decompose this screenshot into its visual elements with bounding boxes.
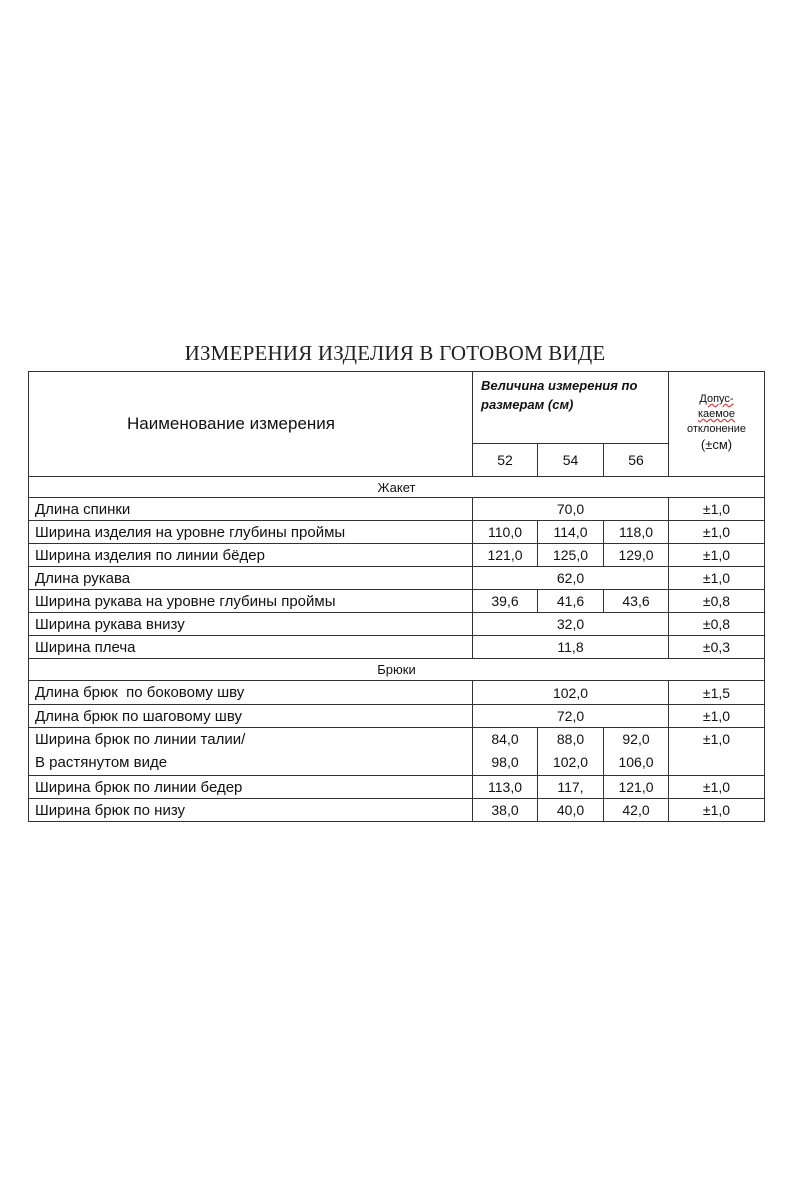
table-row [29,544,765,567]
table-row [29,567,765,590]
row-name: Длина брюк по боковому шву [29,681,473,705]
row-tolerance: ±1,0 [669,498,765,521]
row-name: Длина брюк по шаговому шву [29,705,473,728]
row-value-52: 39,6 [473,590,538,613]
row-tolerance: ±0,8 [669,590,765,613]
section-label-jacket: Жакет [29,477,765,498]
size-52: 52 [473,444,538,477]
row-tolerance: ±1,5 [669,681,765,705]
table-row [29,799,765,822]
row-name: Ширина рукава на уровне глубины проймы [29,590,473,613]
row-tolerance: ±1,0 [669,705,765,728]
row-value-56: 129,0 [604,544,669,567]
row-name-two-line: Ширина брюк по линии талии/ В растянутом виде [29,728,473,776]
row-value-52: 38,0 [473,799,538,822]
header-row [29,372,765,444]
row-value-52: 84,0 98,0 [473,728,538,776]
row-value-52: 121,0 [473,544,538,567]
measurements-table [28,371,765,822]
table-row [29,613,765,636]
row-value-56: 43,6 [604,590,669,613]
row-name: Ширина изделия по линии бёдер [29,544,473,567]
table-row [29,705,765,728]
row-name: Ширина плеча [29,636,473,659]
row-tolerance: ±1,0 [669,544,765,567]
row-value-54: 40,0 [538,799,604,822]
row-value-56: 118,0 [604,521,669,544]
row-name: Ширина брюк по линии бедер [29,776,473,799]
row-value-54: 125,0 [538,544,604,567]
row-value-54: 41,6 [538,590,604,613]
section-label-trousers: Брюки [29,659,765,681]
row-common-value: 70,0 [473,498,669,521]
row-value-52: 110,0 [473,521,538,544]
size-54: 54 [538,444,604,477]
table-row [29,776,765,799]
table-row [29,498,765,521]
table-row [29,681,765,705]
row-tolerance: ±1,0 [669,799,765,822]
row-tolerance: ±0,3 [669,636,765,659]
header-size-col: Величина измерения по размерам (см) [473,372,669,444]
table-row [29,728,765,776]
row-tolerance: ±0,8 [669,613,765,636]
row-name: Ширина брюк по низу [29,799,473,822]
row-name: Ширина изделия на уровне глубины проймы [29,521,473,544]
row-common-value: 32,0 [473,613,669,636]
row-value-54: 88,0 102,0 [538,728,604,776]
row-value-52: 113,0 [473,776,538,799]
row-tolerance: ±1,0 [669,728,765,776]
section-row [29,477,765,498]
page-title: ИЗМЕРЕНИЯ ИЗДЕЛИЯ В ГОТОВОМ ВИДЕ [184,341,606,365]
row-value-56: 121,0 [604,776,669,799]
row-name: Длина спинки [29,498,473,521]
size-56: 56 [604,444,669,477]
table-row [29,590,765,613]
row-common-value: 102,0 [473,681,669,705]
row-name: Ширина рукава внизу [29,613,473,636]
header-tolerance-col: Допус- каемое отклонение (±см) [669,372,765,477]
row-value-54: 117, [538,776,604,799]
row-common-value: 72,0 [473,705,669,728]
table-row [29,521,765,544]
row-tolerance: ±1,0 [669,776,765,799]
row-value-56: 92,0 106,0 [604,728,669,776]
row-tolerance: ±1,0 [669,567,765,590]
row-tolerance: ±1,0 [669,521,765,544]
table-row [29,636,765,659]
row-common-value: 11,8 [473,636,669,659]
section-row [29,659,765,681]
row-value-54: 114,0 [538,521,604,544]
row-common-value: 62,0 [473,567,669,590]
header-name-col: Наименование измерения [29,372,473,477]
row-name: Длина рукава [29,567,473,590]
row-value-56: 42,0 [604,799,669,822]
